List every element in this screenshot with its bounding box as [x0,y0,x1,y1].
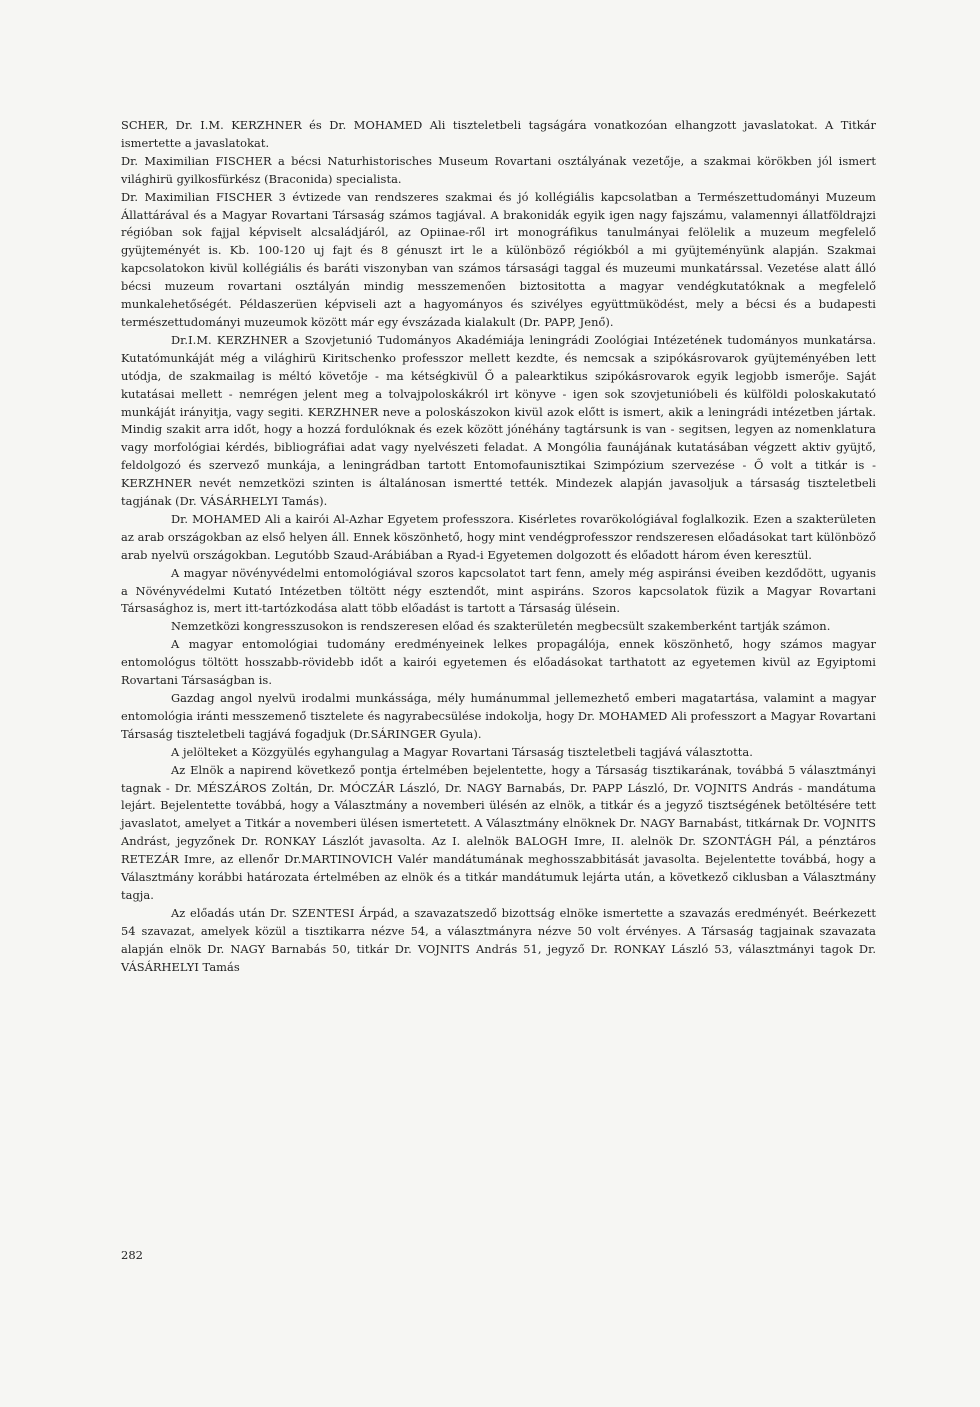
paragraph: Az Elnök a napirend következő pontja értelmében bejelentette, hogy a Társaság tisztikarának, továbbá 5 választmányi tagnak - Dr. MÉSZÁROS Zoltán, Dr. MÓCZÁR László, Dr. NAGY Barnabás, Dr. PAPP László, Dr. VOJNITS András - mandátuma lejárt. Bejelentette továbbá, hogy a Választmány a novemberi ülésén az elnök, a titkár és a jegyző tisztségének betöltésére tett javaslatot, amelyet a Titkár a novemberi ülésen ismertetett. A Választmány elnöknek Dr. NAGY Barnabást, titkárnak Dr. VOJNITS Andrást, jegyzőnek Dr. RONKAY Lászlót javasolta. Az I. alelnök BALOGH Imre, II. alelnök Dr. SZONTÁGH Pál, a pénztáros RETEZÁR Imre, az ellenőr Dr.MARTINOVICH Valér mandátumának meghosszabbitását javasolta. Bejelentette továbbá, hogy a Választmány korábbi határozata értelmében az elnök és a titkár mandátumuk lejárta után, a következő ciklusban a Választmány tagja. [121,762,876,902]
paragraph: Dr. Maximilian FISCHER 3 évtizede van rendszeres szakmai és jó kollégiális kapcsolatban a Természettudományi Muzeum Állattárával és a Magyar Rovartani Társaság számos tagjával. A brakonidák egyik igen nagy fajszámu, valamennyi állatföldrajzi régióban sok fajjal képviselt alcsaládjáról, az Opiinae-ről irt monográfikus tanulmányai felölelik a muzeum megfelelő gyüjteményét is. Kb. 100-120 uj fajt és 8 génuszt irt le a különböző régiókból a mi gyüjteményünk alapján. Szakmai kapcsolatokon kivül kollégiális és baráti viszonyban van számos társasági taggal és muzeumi munkatárssal. Vezetése alatt álló bécsi muzeum rovartani osztályán mindig messzemenően biztositotta a magyar vendégkutatóknak a megfelelő munkalehetőségét. Példaszerüen képviseli azt a hagyományos és szivélyes együttmüködést, mely a bécsi és a budapesti természettudományi muzeumok között már egy évszázada kialakult (Dr. PAPP, Jenő). [121,189,876,329]
paragraph: Az előadás után Dr. SZENTESI Árpád, a szavazatszedő bizottság elnöke ismertette a szavazás eredményét. Beérkezett 54 szavazat, amelyek közül a tisztikarra nézve 54, a választmányra nézve 50 volt érvényes. A Társaság tagjainak szavazata alapján elnök Dr. NAGY Barnabás 50, titkár Dr. VOJNITS András 51, jegyző Dr. RONKAY László 53, választmányi tagok Dr. VÁSÁRHELYI Tamás [121,905,876,974]
paragraph: Dr. MOHAMED Ali a kairói Al-Azhar Egyetem professzora. Kisérletes rovarökológiával foglalkozik. Ezen a szakterületen az arab országokban az első helyen áll. Ennek köszönhető, hogy mint vendégprofesszor rendszeresen előadásokat tart különböző arab nyelvü országokban. Legutóbb Szaud-Arábiában a Ryad-i Egyetemen dolgozott és előadott három éven keresztül. [121,511,876,562]
paragraph: SCHER, Dr. I.M. KERZHNER és Dr. MOHAMED Ali tiszteletbeli tagságára vonatkozóan elhangzott javaslatokat. A Titkár ismertette a javaslatokat. [121,118,876,150]
paragraph: A magyar növényvédelmi entomológiával szoros kapcsolatot tart fenn, amely még aspiránsi éveiben kezdődött, ugyanis a Növényvédelmi Kutató Intézetben töltött négy esztendőt, mint aspiráns. Szoros kapcsolatok füzik a Magyar Rovartani Társasághoz is, mert itt-tartózkodása alatt több előadást is tartott a Társaság ülésein. [121,565,876,616]
paragraph: A magyar entomológiai tudomány eredményeinek lelkes propagálója, ennek köszönhető, hogy számos magyar entomológus töltött hosszabb-rövidebb időt a kairói egyetemen és előadásokat tarthatott az egyetemen kivül az Egyiptomi Rovartani Társaságban is. [121,637,876,688]
paragraph: Dr. Maximilian FISCHER a bécsi Naturhistorisches Museum Rovartani osztályának vezetője, a szakmai körökben jól ismert világhirü gyilkosfürkész (Braconida) specialista. [121,153,876,186]
paragraph: Nemzetközi kongresszusokon is rendszeresen előad és szakterületén megbecsült szakemberként tartják számon. [171,619,831,634]
paragraph: A jelölteket a Közgyülés egyhangulag a Magyar Rovartani Társaság tiszteletbeli tagjává választotta. [171,744,753,759]
paragraph: Dr.I.M. KERZHNER a Szovjetunió Tudományos Akadémiája leningrádi Zoológiai Intézetének tudományos munkatársa. Kutatómunkáját még a világhirü Kiritschenko professzor mellett kezdte, és nemcsak a szipókásrovarok gyüjteményében lett utódja, de szakmailag is méltó követője - ma kétségkivül Ő a palearktikus szipókásrovarok egyik legjobb ismerője. Saját kutatásai mellett - nemrégen jelent meg a tolvajpoloskákról irt könyve - igen sok szovjetunióbeli és külföldi poloskakutató munkáját irányitja, vagy segiti. KERZHNER neve a poloskászokon kivül azok előtt is ismert, akik a leningrádi intézetben jártak. Mindig szakit arra időt, hogy a hozzá fordulóknak és ezek között jónéhány tagtársunk is van - segitsen, legyen az nomenklatura vagy morfológiai kérdés, bibliográfiai adat vagy nyelvészeti feladat. A Mongólia faunájának kutatásában végzett aktiv gyüjtő, feldolgozó és szervező munkája, a leningrádban tartott Entomofaunisztikai Szimpózium szervezése - Ő volt a titkár is - KERZHNER nevét nemzetközi szinten is általánosan ismertté tették. Mindezek alapján javasoljuk a társaság tiszteletbeli tagjának (Dr. VÁSÁRHELYI Tamás). [121,332,876,509]
paragraph: Gazdag angol nyelvü irodalmi munkássága, mély humánummal jellemezhető emberi magatartása, valamint a magyar entomológia iránti messzemenő tisztelete és nagyrabecsülése indokolja, hogy Dr. MOHAMED Ali professzort a Magyar Rovartani Társaság tiszteletbeli tagjává fogadjuk (Dr.SÁRINGER Gyula). [121,691,876,741]
body-text [121,117,876,977]
page-number: 282 [121,1248,143,1262]
